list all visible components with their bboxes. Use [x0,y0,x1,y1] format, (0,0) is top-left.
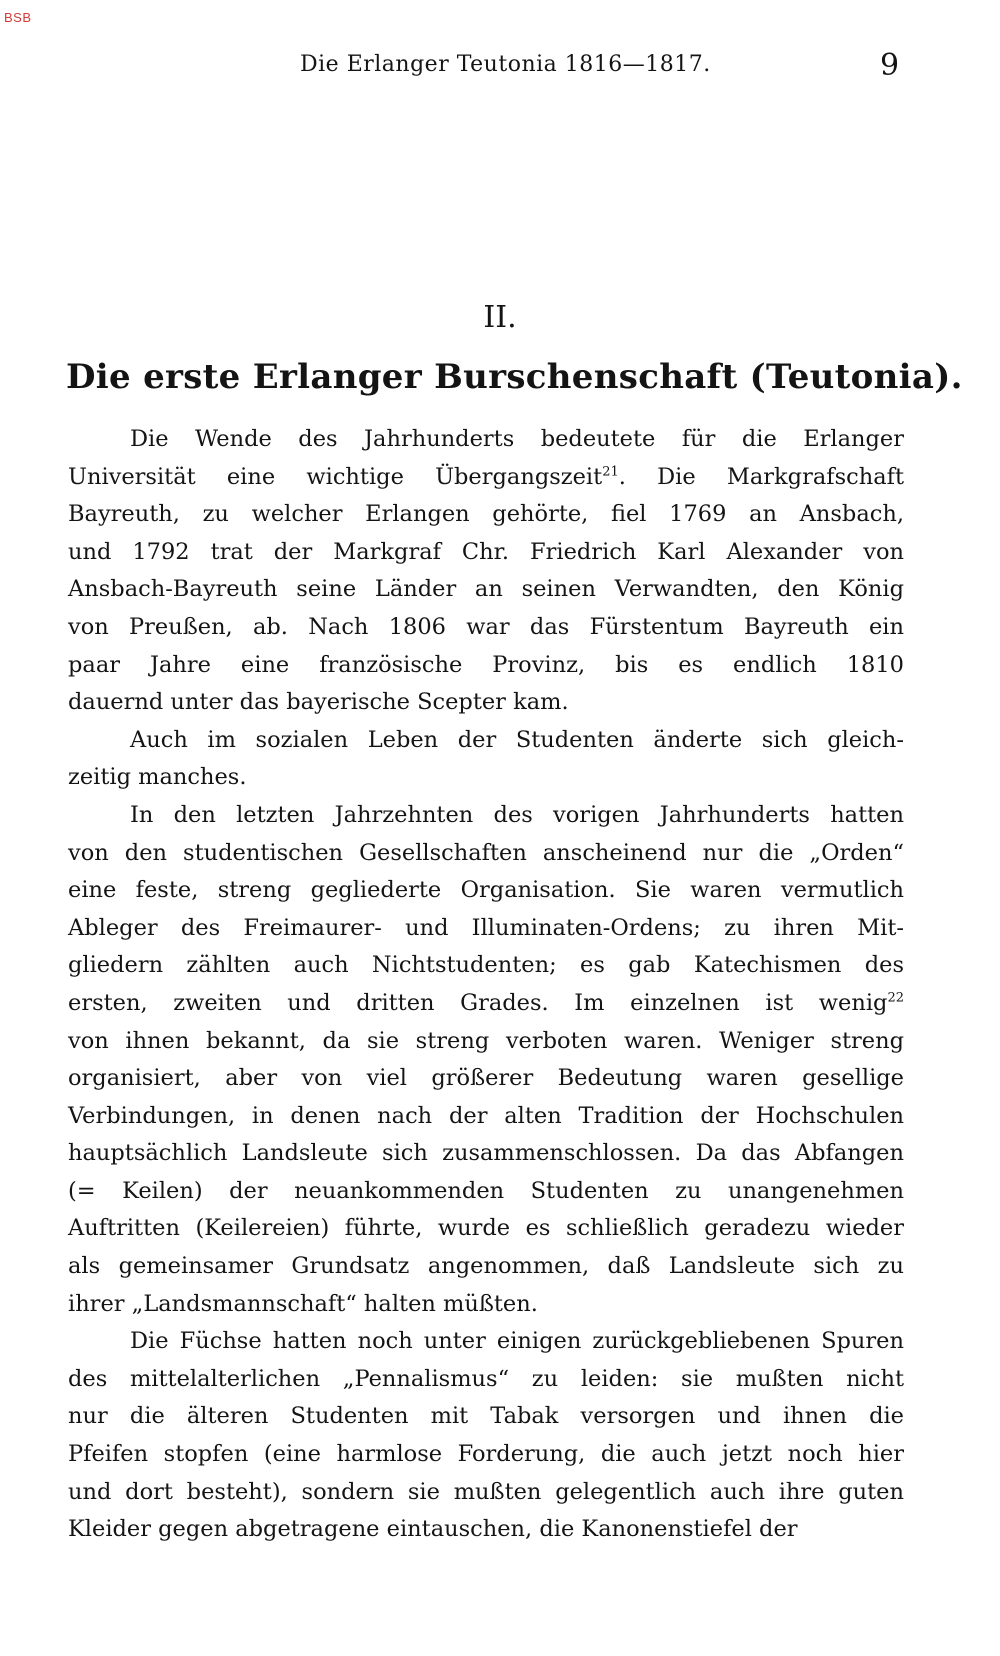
text-line [68,609,904,647]
text-line [68,835,904,873]
line-text: In den letzten Jahrzehnten des vorigen Jahrhunderts hatten [130,801,904,828]
line-text: Verbindungen, in denen nach der alten Tradition der Hochschulen [68,1102,904,1129]
line-text: Die Wende des Jahrhunderts bedeutete für die Erlanger [130,426,904,452]
text-line [68,1398,904,1436]
text-line [68,985,904,1023]
text-line [68,496,904,534]
line-text: Ableger des Freimaurer- und Illuminaten-Ordens; zu ihren Mit- [68,914,904,941]
text-line [68,1060,904,1098]
footnote-marker: 22 [887,990,904,1006]
text-line [68,1286,904,1324]
text-line [68,1248,904,1286]
line-text: eine feste, streng gegliederte Organisation. Sie waren vermutlich [68,877,904,904]
text-line [68,1173,904,1211]
text-line [68,797,904,835]
line-text: organisiert, aber von viel größerer Bedeutung waren gesellige [68,1065,904,1092]
line-text: Universität eine wichtige Übergangszeit [68,463,603,490]
line-text: ihrer „Landsmannschaft“ halten müßten. [68,1290,538,1317]
library-stamp: BSB [4,10,32,25]
line-text: und 1792 trat der Markgraf Chr. Friedrich Karl Alexander von [68,538,904,565]
text-line [68,1323,904,1361]
text-line [68,1474,904,1512]
footnote-marker: 21 [602,464,619,480]
text-line [68,459,904,497]
line-text: paar Jahre eine französische Provinz, bis es endlich 1810 [68,651,904,678]
chapter-title: Die erste Erlanger Burschenschaft (Teutonia). [66,357,963,397]
line-text: Bayreuth, zu welcher Erlangen gehörte, fiel 1769 an Ansbach, [68,501,904,528]
line-text: Auch im sozialen Leben der Studenten änderte sich gleich- [130,726,904,753]
text-line [68,421,904,459]
paragraph [68,421,904,722]
line-text-continued: . Die Markgrafschaft [618,463,904,490]
line-text: von ihnen bekannt, da sie streng verboten waren. Weniger streng [68,1027,904,1054]
text-line [68,759,904,797]
line-text: Ansbach-Bayreuth seine Länder an seinen Verwandten, den König [68,576,904,603]
text-line [68,1210,904,1248]
line-text: dauernd unter das bayerische Scepter kam. [68,689,569,716]
line-text: Kleider gegen abgetragene eintauschen, die Kanonenstiefel der [68,1516,798,1543]
text-line [68,947,904,985]
text-line [68,571,904,609]
text-line [68,1135,904,1173]
line-text: nur die älteren Studenten mit Tabak versorgen und ihnen die [68,1403,904,1430]
chapter-number: II. [483,300,517,335]
text-line [68,722,904,760]
text-line [68,1361,904,1399]
text-line [68,910,904,948]
line-text: und dort besteht), sondern sie mußten gelegentlich auch ihre guten [68,1478,904,1505]
line-text: Pfeifen stopfen (eine harmlose Forderung, die auch jetzt noch hier [68,1441,904,1468]
line-text: hauptsächlich Landsleute sich zusammenschlossen. Da das Abfangen [68,1140,904,1167]
paragraph [68,797,904,1323]
page-number: 9 [880,48,900,83]
line-text: von Preußen, ab. Nach 1806 war das Fürstentum Bayreuth ein [68,613,904,640]
running-header: Die Erlanger Teutonia 1816—1817. [300,52,711,77]
line-text: zeitig manches. [68,764,247,791]
paragraph [68,1323,904,1549]
line-text: ersten, zweiten und dritten Grades. Im einzelnen ist wenig [68,989,888,1016]
line-text: Auftritten (Keilereien) führte, wurde es schließlich geradezu wieder [68,1215,904,1242]
text-line [68,1098,904,1136]
text-line [68,1511,904,1549]
text-line [68,1436,904,1474]
line-text: (= Keilen) der neuankommenden Studenten zu unangenehmen [68,1177,904,1204]
body-text [68,421,904,1549]
line-text: als gemeinsamer Grundsatz angenommen, daß Landsleute sich zu [68,1253,904,1280]
text-line [68,647,904,685]
text-line [68,872,904,910]
line-text: Die Füchse hatten noch unter einigen zurückgebliebenen Spuren [130,1328,904,1355]
text-line [68,534,904,572]
line-text: von den studentischen Gesellschaften anscheinend nur die „Orden“ [68,839,904,866]
line-text: des mittelalterlichen „Pennalismus“ zu leiden: sie mußten nicht [68,1365,904,1392]
line-text: gliedern zählten auch Nichtstudenten; es gab Katechismen des [68,952,904,979]
text-line [68,684,904,722]
paragraph [68,722,904,797]
text-line [68,1023,904,1061]
